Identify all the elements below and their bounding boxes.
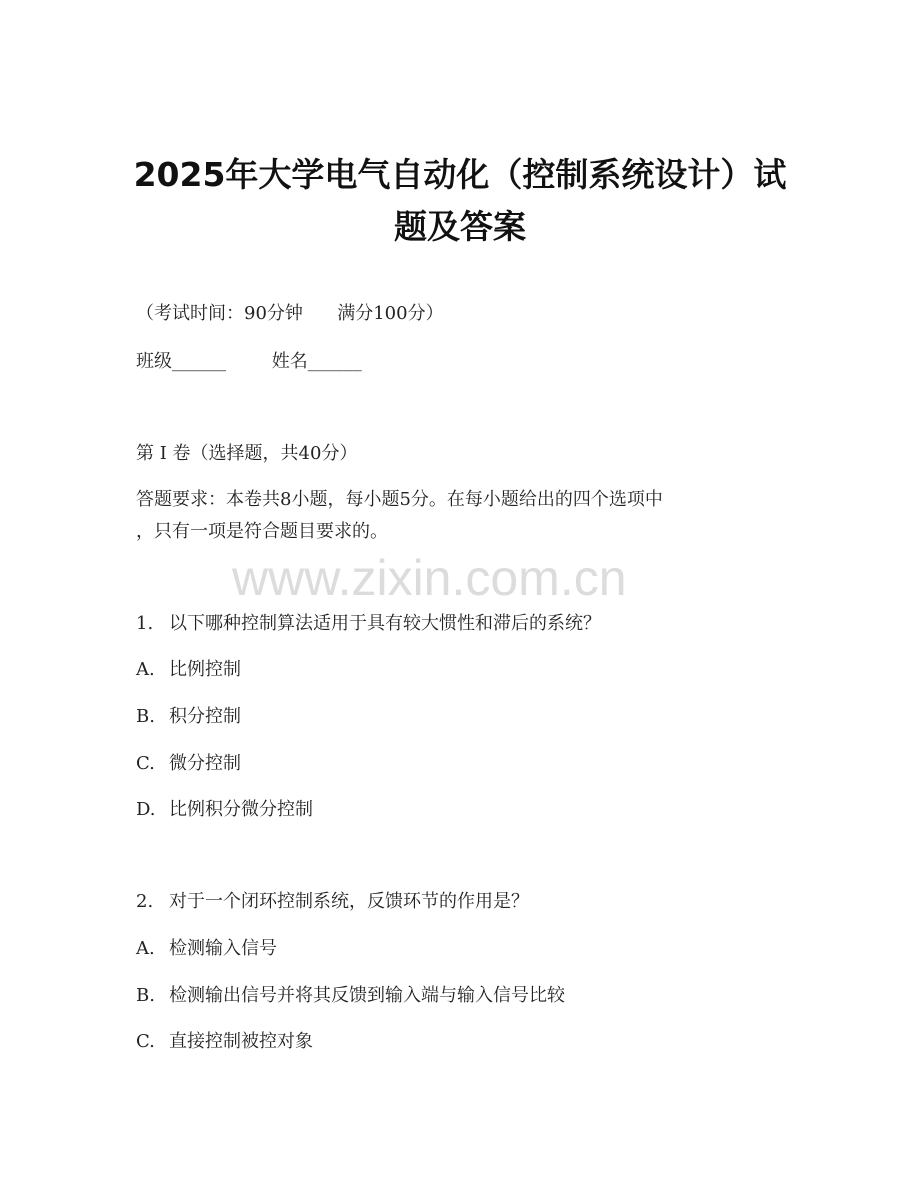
watermark: www.zixin.com.cn: [232, 550, 627, 606]
option-1c: [136, 752, 241, 776]
section-title: 第 I 卷（选择题，共40分）: [136, 443, 358, 464]
option-2c: [136, 1030, 313, 1054]
option-letter: D.: [136, 799, 156, 820]
question-number: 2.: [136, 891, 154, 912]
question-number: 1.: [136, 613, 154, 634]
question-text: 对于一个闭环控制系统，反馈环节的作用是？: [169, 891, 529, 912]
page-title-line2: 题及答案: [394, 207, 526, 246]
option-letter: A.: [136, 938, 155, 959]
requirements-line1: 答题要求：本卷共8小题，每小题5分。在每小题给出的四个选项中: [136, 489, 663, 510]
option-2a: [136, 937, 277, 961]
option-letter: B.: [136, 706, 155, 727]
name-field-label: 姓名______: [271, 351, 362, 372]
requirements-line2: ，只有一项是符合题目要求的。: [136, 521, 388, 542]
question-2: [136, 890, 529, 914]
option-1d: [136, 798, 313, 822]
option-text: 直接控制被控对象: [169, 1031, 313, 1052]
option-text: 积分控制: [169, 706, 241, 727]
class-field-label: 班级______: [136, 351, 226, 372]
option-2b: [136, 984, 565, 1008]
option-text: 检测输出信号并将其反馈到输入端与输入信号比较: [169, 985, 565, 1006]
question-text: 以下哪种控制算法适用于具有较大惯性和滞后的系统？: [169, 613, 601, 634]
question-1: [136, 612, 601, 636]
option-letter: C.: [136, 1031, 155, 1052]
option-text: 检测输入信号: [169, 938, 277, 959]
option-letter: C.: [136, 753, 155, 774]
option-1b: [136, 705, 241, 729]
option-1a: [136, 658, 241, 682]
exam-info: （考试时间：90分钟 满分100分）: [136, 303, 444, 324]
page-title-line1: 2025年大学电气自动化（控制系统设计）试: [133, 155, 787, 194]
option-text: 微分控制: [169, 753, 241, 774]
option-text: 比例控制: [169, 659, 241, 680]
option-text: 比例积分微分控制: [169, 799, 313, 820]
option-letter: A.: [136, 659, 155, 680]
option-letter: B.: [136, 985, 155, 1006]
student-info-row: [136, 350, 362, 374]
